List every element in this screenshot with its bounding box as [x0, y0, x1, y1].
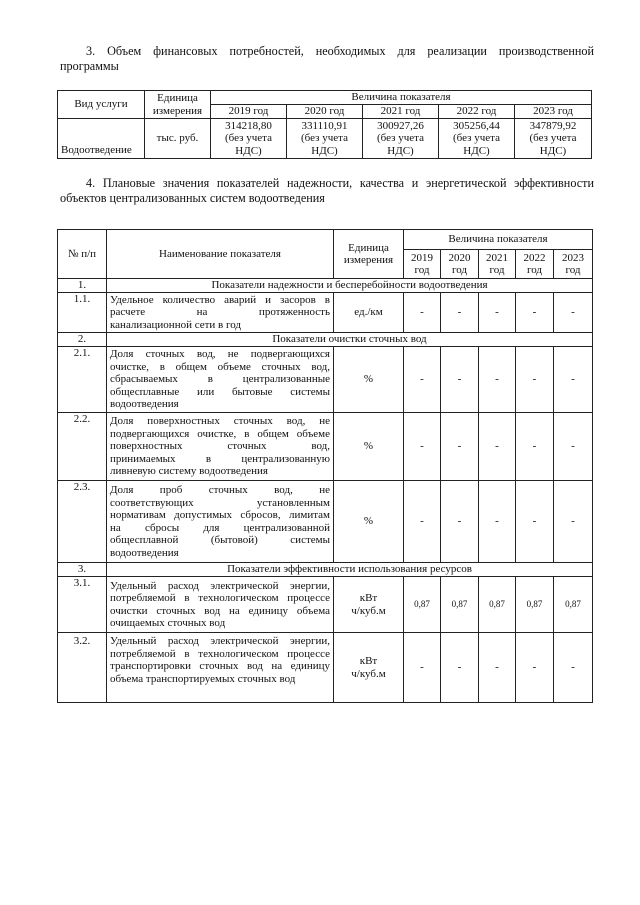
unit-cell: ед./км	[334, 293, 404, 333]
row-number: 2.2.	[58, 413, 107, 481]
header-unit-line2: измерения	[145, 105, 211, 119]
indicator-name: Доля сточных вод, не подвергающихся очистке, в общем объеме сточных вод, сбрасываемых в централизованные общесплавные или бытовые системы водоотведения	[107, 347, 334, 413]
value-cell: -	[516, 347, 554, 413]
value-cell: -	[441, 293, 479, 333]
value-cell: -	[479, 481, 516, 563]
section-row	[58, 333, 593, 347]
table-row	[58, 481, 593, 563]
indicator-name: Удельное количество аварий и засоров в расчете на протяженность канализационной сети в год	[107, 293, 334, 333]
value-cell: -	[441, 633, 479, 703]
value-cell: 347879,92 (без учета НДС)	[515, 119, 592, 159]
year-header: 2023 год	[515, 105, 592, 119]
table-row	[58, 413, 593, 481]
value-cell: -	[516, 633, 554, 703]
section-title: Показатели эффективности использования ресурсов	[107, 563, 593, 577]
value-cell: 300927,26 (без учета НДС)	[363, 119, 439, 159]
year-header: 2022 год	[439, 105, 515, 119]
table-row	[58, 633, 593, 703]
row-number: 1.1.	[58, 293, 107, 333]
year-header: 2019 год	[404, 250, 441, 279]
value-cell: -	[404, 481, 441, 563]
indicator-name: Удельный расход электрической энергии, потребляемой в технологическом процессе транспортировки сточных вод на единицу объема транспортируемых сточных вод	[107, 633, 334, 703]
table-row	[58, 293, 593, 333]
value-cell: -	[479, 347, 516, 413]
row-number: 3.1.	[58, 577, 107, 633]
value-cell: 305256,44 (без учета НДС)	[439, 119, 515, 159]
value-cell: 0,87	[479, 577, 516, 633]
row-number: 3.2.	[58, 633, 107, 703]
value-cell: 0,87	[404, 577, 441, 633]
value-cell: -	[554, 413, 593, 481]
indicator-name: Удельный расход электрической энергии, потребляемой в технологическом процессе очистки сточных вод на единицу объема очищаемых сточных вод	[107, 577, 334, 633]
value-cell: -	[516, 413, 554, 481]
year-header: 2021 год	[479, 250, 516, 279]
section-3-heading-line2: программы	[60, 59, 119, 73]
year-header: 2020 год	[287, 105, 363, 119]
row-number: 3.	[58, 563, 107, 577]
unit-cell: тыс. руб.	[145, 119, 211, 159]
value-cell: -	[479, 293, 516, 333]
section-title: Показатели очистки сточных вод	[107, 333, 593, 347]
section-4-heading-line1: 4. Плановые значения показателей надежности, качества и энергетической эффективности	[86, 176, 594, 190]
financial-needs-table	[57, 90, 592, 159]
header-name: Наименование показателя	[107, 230, 334, 279]
value-cell: -	[441, 413, 479, 481]
header-value: Величина показателя	[211, 91, 592, 105]
value-cell: -	[554, 633, 593, 703]
indicator-name: Доля проб сточных вод, не соответствующих установленным нормативам допустимых сбросов, лимитам на сбросы для централизованной общесплавной (бытовой) системы водоотведения	[107, 481, 334, 563]
unit-cell: %	[334, 413, 404, 481]
unit-cell: %	[334, 481, 404, 563]
value-cell: 0,87	[516, 577, 554, 633]
value-cell: -	[404, 633, 441, 703]
value-cell: -	[404, 347, 441, 413]
table-row	[58, 577, 593, 633]
value-cell: -	[441, 347, 479, 413]
section-row	[58, 279, 593, 293]
row-number: 2.	[58, 333, 107, 347]
header-unit: Единица измерения	[334, 230, 404, 279]
year-header: 2023 год	[554, 250, 593, 279]
indicator-name: Доля поверхностных сточных вод, не подвергающихся очистке, в общем объеме поверхностных сточных вод, принимаемых в централизованную ливневую систему водоотведения	[107, 413, 334, 481]
value-cell: 331110,91 (без учета НДС)	[287, 119, 363, 159]
value-cell: 314218,80 (без учета НДС)	[211, 119, 287, 159]
row-number: 2.1.	[58, 347, 107, 413]
table-row	[58, 119, 592, 159]
service-cell: Водоотведение	[58, 119, 145, 159]
unit-cell: %	[334, 347, 404, 413]
year-header: 2021 год	[363, 105, 439, 119]
section-4-heading-line2: объектов централизованных систем водоотведения	[60, 191, 325, 205]
value-cell: -	[441, 481, 479, 563]
year-header: 2019 год	[211, 105, 287, 119]
value-cell: -	[479, 633, 516, 703]
value-cell: -	[479, 413, 516, 481]
value-cell: 0,87	[554, 577, 593, 633]
indicators-table	[57, 229, 593, 703]
value-cell: -	[404, 293, 441, 333]
section-4-heading	[60, 176, 594, 206]
value-cell: 0,87	[441, 577, 479, 633]
row-number: 2.3.	[58, 481, 107, 563]
table-row	[58, 347, 593, 413]
section-3-heading	[60, 44, 594, 74]
value-cell: -	[404, 413, 441, 481]
section-title: Показатели надежности и бесперебойности водоотведения	[107, 279, 593, 293]
row-number: 1.	[58, 279, 107, 293]
value-cell: -	[554, 481, 593, 563]
year-header: 2020 год	[441, 250, 479, 279]
unit-cell: кВт ч/куб.м	[334, 633, 404, 703]
value-cell: -	[516, 481, 554, 563]
value-cell: -	[554, 347, 593, 413]
value-cell: -	[554, 293, 593, 333]
header-unit-line1: Единица	[145, 91, 211, 105]
header-value: Величина показателя	[404, 230, 593, 250]
header-num: № п/п	[58, 230, 107, 279]
section-row	[58, 563, 593, 577]
unit-cell: кВт ч/куб.м	[334, 577, 404, 633]
year-header: 2022 год	[516, 250, 554, 279]
header-service: Вид услуги	[58, 91, 145, 119]
section-3-heading-line1: 3. Объем финансовых потребностей, необходимых для реализации производственной	[86, 44, 594, 58]
value-cell: -	[516, 293, 554, 333]
